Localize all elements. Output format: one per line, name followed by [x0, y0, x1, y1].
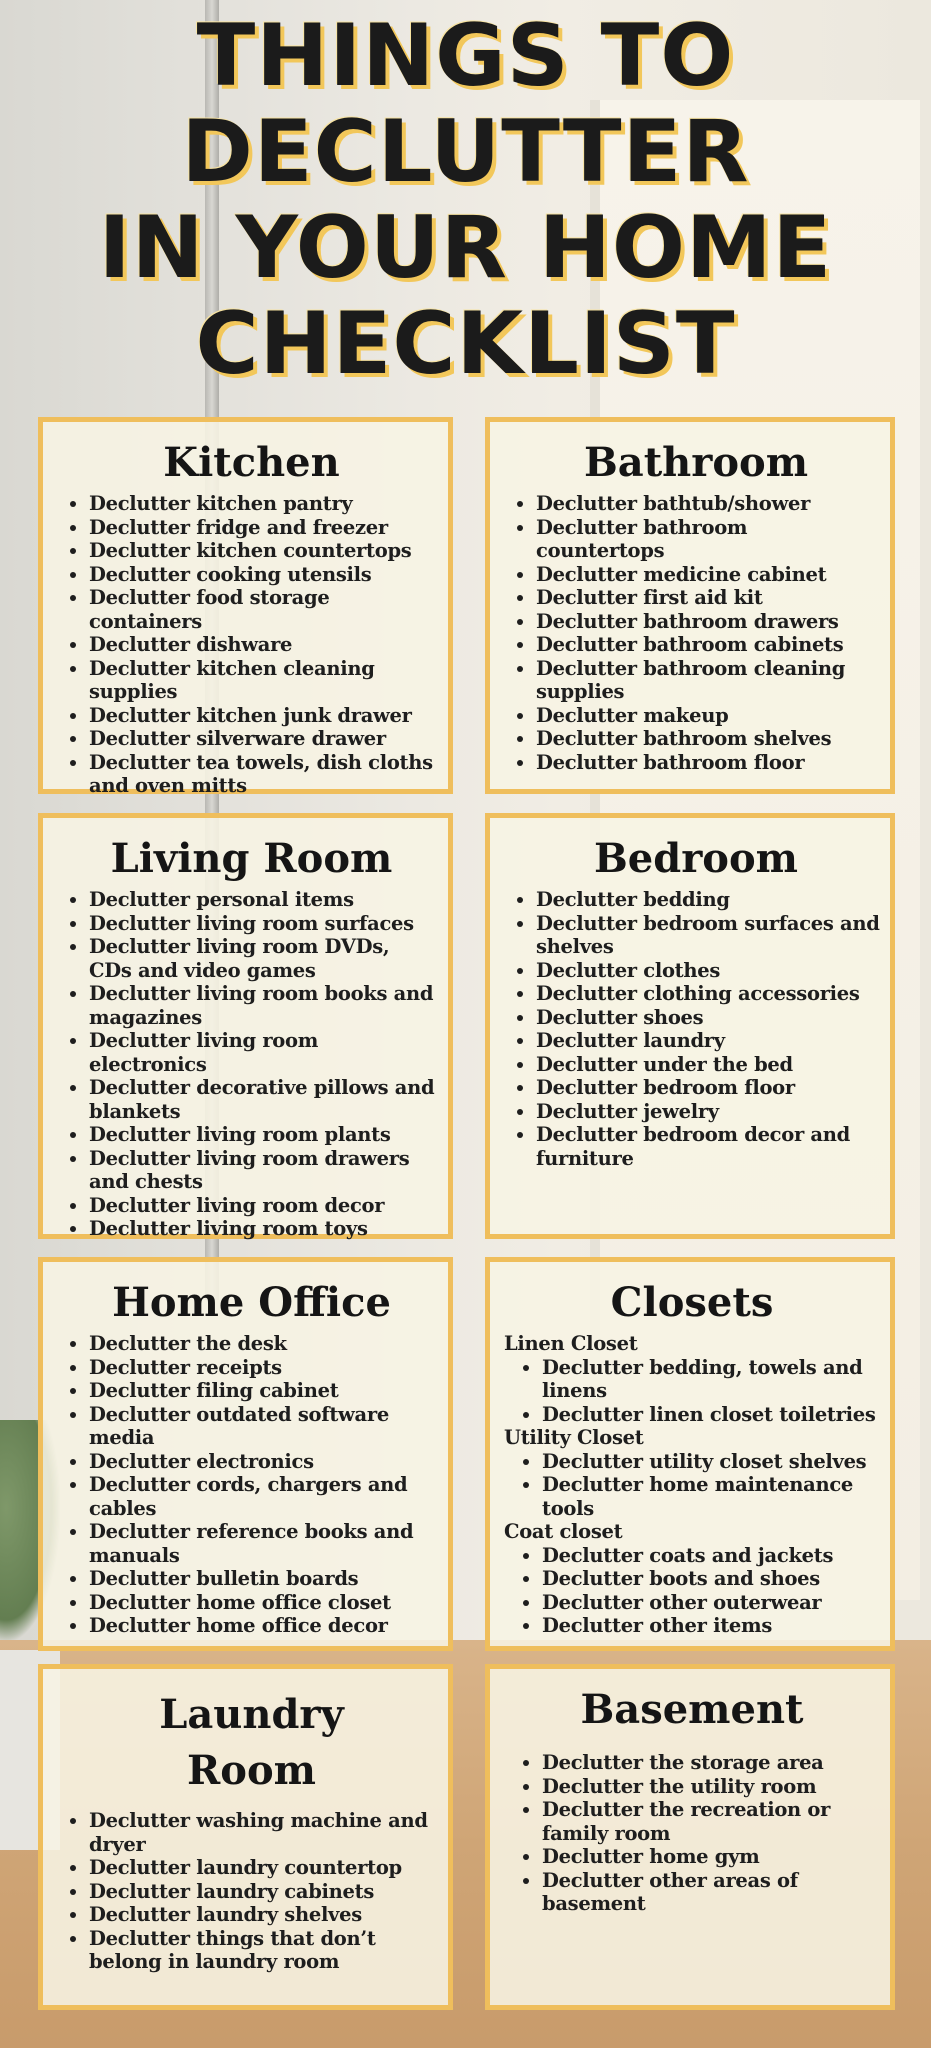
list-item: • Declutter bedroom surfaces and shelves [536, 912, 880, 959]
list-item: • Declutter outdated software media [89, 1403, 438, 1450]
list-item: • Declutter personal items [89, 888, 438, 912]
closet-group-list [504, 1450, 880, 1521]
list-item: • Declutter washing machine and dryer [89, 1809, 438, 1856]
title-line: THINGS TO [196, 6, 735, 106]
list-item: • Declutter bathroom drawers [536, 610, 880, 634]
list-item: • Declutter bathroom countertops [536, 516, 880, 563]
heading-line: Laundry [159, 1691, 344, 1738]
basement-heading: Basement [580, 1686, 804, 1733]
list-item: • Declutter the utility room [542, 1775, 880, 1799]
list-item: • Declutter reference books and manuals [89, 1520, 438, 1567]
list-item: • Declutter bathtub/shower [536, 492, 880, 516]
list-item: • Declutter receipts [89, 1356, 438, 1380]
list-item: • Declutter dishware [89, 633, 438, 657]
kitchen-list [65, 492, 438, 798]
list-item: • Declutter laundry shelves [89, 1903, 438, 1927]
list-item: • Declutter home maintenance tools [542, 1473, 880, 1520]
list-item: • Declutter bathroom floor [536, 751, 880, 775]
closet-group-heading: Linen Closet [504, 1332, 638, 1355]
bathroom-card [485, 417, 895, 794]
list-item: • Declutter other items [542, 1614, 880, 1638]
list-item: • Declutter cooking utensils [89, 563, 438, 587]
list-item: • Declutter bedroom decor and furniture [536, 1123, 880, 1170]
list-item: • Declutter the desk [89, 1332, 438, 1356]
bedroom-card [485, 813, 895, 1239]
list-item: • Declutter laundry countertop [89, 1856, 438, 1880]
basement-list [504, 1751, 880, 1916]
list-item: • Declutter living room plants [89, 1123, 438, 1147]
kitchen-heading: Kitchen [163, 439, 340, 486]
list-item: • Declutter filing cabinet [89, 1379, 438, 1403]
title-line: CHECKLIST [195, 294, 736, 394]
list-item: • Declutter bathroom shelves [536, 727, 880, 751]
list-item: • Declutter tea towels, dish cloths and oven mitts [89, 751, 438, 798]
list-item: • Declutter bedding [536, 888, 880, 912]
list-item: • Declutter living room drawers and chests [89, 1147, 438, 1194]
closet-group-list [504, 1356, 880, 1427]
home-office-heading: Home Office [112, 1279, 391, 1326]
home-office-list [65, 1332, 438, 1638]
laundry-room-list [65, 1809, 438, 1974]
list-item: • Declutter home gym [542, 1845, 880, 1869]
list-item: • Declutter other outerwear [542, 1591, 880, 1615]
list-item: • Declutter laundry cabinets [89, 1880, 438, 1904]
closets-heading: Closets [610, 1279, 774, 1326]
list-item: • Declutter linen closet toiletries [542, 1403, 880, 1427]
living-room-heading: Living Room [110, 835, 393, 882]
list-item: • Declutter living room decor [89, 1194, 438, 1218]
list-item: • Declutter boots and shoes [542, 1567, 880, 1591]
page-title [0, 8, 931, 392]
list-item: • Declutter things that don’t belong in laundry room [89, 1927, 438, 1974]
bathroom-list [512, 492, 880, 774]
closets-card [485, 1257, 895, 1651]
title-line: DECLUTTER [181, 102, 750, 202]
closet-group-heading: Utility Closet [504, 1426, 644, 1449]
bedroom-list [512, 888, 880, 1170]
list-item: • Declutter home office decor [89, 1614, 438, 1638]
kitchen-card [38, 417, 453, 797]
basement-card [485, 1664, 895, 2010]
living-room-list [65, 888, 438, 1241]
list-item: • Declutter bulletin boards [89, 1567, 438, 1591]
list-item: • Declutter electronics [89, 1450, 438, 1474]
list-item: • Declutter food storage containers [89, 586, 438, 633]
bedroom-heading: Bedroom [594, 835, 798, 882]
list-item: • Declutter living room toys [89, 1217, 438, 1241]
list-item: • Declutter other areas of basement [542, 1869, 880, 1916]
bathroom-heading: Bathroom [583, 439, 809, 486]
list-item: • Declutter living room DVDs, CDs and video games [89, 935, 438, 982]
list-item: • Declutter bathroom cleaning supplies [536, 657, 880, 704]
title-line: IN YOUR HOME [98, 198, 833, 298]
list-item: • Declutter bedroom floor [536, 1076, 880, 1100]
list-item: • Declutter bathroom cabinets [536, 633, 880, 657]
list-item: • Declutter living room books and magazines [89, 982, 438, 1029]
list-item: • Declutter coats and jackets [542, 1544, 880, 1568]
list-item: • Declutter utility closet shelves [542, 1450, 880, 1474]
laundry-room-card [38, 1664, 453, 2010]
list-item: • Declutter living room electronics [89, 1029, 438, 1076]
list-item: • Declutter silverware drawer [89, 727, 438, 751]
list-item: • Declutter clothing accessories [536, 982, 880, 1006]
list-item: • Declutter shoes [536, 1006, 880, 1030]
list-item: • Declutter living room surfaces [89, 912, 438, 936]
list-item: • Declutter first aid kit [536, 586, 880, 610]
heading-line: Room [187, 1747, 316, 1794]
list-item: • Declutter decorative pillows and blankets [89, 1076, 438, 1123]
closet-group-heading: Coat closet [504, 1520, 623, 1543]
list-item: • Declutter makeup [536, 704, 880, 728]
list-item: • Declutter medicine cabinet [536, 563, 880, 587]
list-item: • Declutter under the bed [536, 1053, 880, 1077]
list-item: • Declutter jewelry [536, 1100, 880, 1124]
list-item: • Declutter fridge and freezer [89, 516, 438, 540]
living-room-card [38, 813, 453, 1239]
list-item: • Declutter kitchen pantry [89, 492, 438, 516]
list-item: • Declutter bedding, towels and linens [542, 1356, 880, 1403]
list-item: • Declutter the storage area [542, 1751, 880, 1775]
list-item: • Declutter kitchen junk drawer [89, 704, 438, 728]
list-item: • Declutter clothes [536, 959, 880, 983]
home-office-card [38, 1257, 453, 1651]
list-item: • Declutter home office closet [89, 1591, 438, 1615]
laundry-room-heading [65, 1687, 438, 1799]
list-item: • Declutter cords, chargers and cables [89, 1473, 438, 1520]
list-item: • Declutter the recreation or family room [542, 1798, 880, 1845]
list-item: • Declutter kitchen countertops [89, 539, 438, 563]
list-item: • Declutter kitchen cleaning supplies [89, 657, 438, 704]
closet-group-list [504, 1544, 880, 1638]
list-item: • Declutter laundry [536, 1029, 880, 1053]
